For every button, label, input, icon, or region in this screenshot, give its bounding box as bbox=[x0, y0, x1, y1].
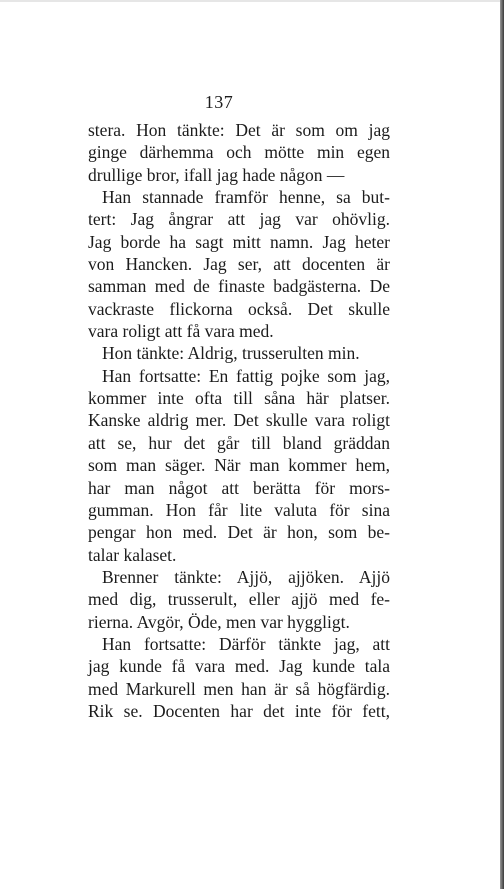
text-line: drullige bror, ifall jag hade någon — bbox=[88, 164, 345, 185]
text-line: kommer inte ofta till såna här platser. bbox=[88, 388, 390, 409]
text-line: Han stannade framför henne, sa but- bbox=[102, 187, 390, 208]
text-line: med dig, trusserult, eller ajjö med fe- bbox=[88, 589, 390, 610]
text-line: gumman. Hon får lite valuta för sina bbox=[88, 499, 390, 520]
text-line: tert: Jag ångrar att jag var ohövlig. bbox=[88, 209, 390, 230]
text-line: Jag borde ha sagt mitt namn. Jag heter bbox=[88, 231, 390, 252]
page-top-edge bbox=[0, 0, 500, 2]
text-line: Rik se. Docenten har det inte för fett, bbox=[88, 700, 390, 721]
text-line: vackraste flickorna också. Det skulle bbox=[88, 298, 390, 319]
text-line: ginge därhemma och mötte min egen bbox=[88, 142, 390, 163]
text-line: som man säger. När man kommer hem, bbox=[88, 455, 390, 476]
body-text bbox=[88, 119, 390, 722]
text-line: Han fortsatte: En fattig pojke som jag, bbox=[102, 365, 390, 386]
text-line: Brenner tänkte: Ajjö, ajjöken. Ajjö bbox=[102, 566, 390, 587]
page-number: 137 bbox=[204, 92, 234, 112]
text-line: stera. Hon tänkte: Det är som om jag bbox=[88, 120, 390, 140]
text-line: Hon tänkte: Aldrig, trusserulten min. bbox=[102, 343, 360, 364]
text-line: talar kalaset. bbox=[88, 544, 177, 565]
text-line: samman med de finaste badgästerna. De bbox=[88, 276, 390, 297]
text-line: vara roligt att få vara med. bbox=[88, 321, 274, 342]
text-line: Han fortsatte: Därför tänkte jag, att bbox=[102, 633, 390, 654]
text-line: jag kunde få vara med. Jag kunde tala bbox=[88, 656, 390, 677]
text-line: pengar hon med. Det är hon, som be- bbox=[88, 522, 390, 543]
text-line: Kanske aldrig mer. Det skulle vara roligt bbox=[88, 410, 390, 431]
text-line: von Hancken. Jag ser, att docenten är bbox=[88, 254, 390, 275]
text-line: med Markurell men han är så högfärdig. bbox=[88, 678, 390, 699]
text-line: att se, hur det går till bland gräddan bbox=[88, 432, 390, 453]
text-line: rierna. Avgör, Öde, men var hyggligt. bbox=[88, 611, 350, 632]
page-binding-edge bbox=[500, 0, 504, 889]
text-line: har man något att berätta för mors- bbox=[88, 477, 390, 498]
